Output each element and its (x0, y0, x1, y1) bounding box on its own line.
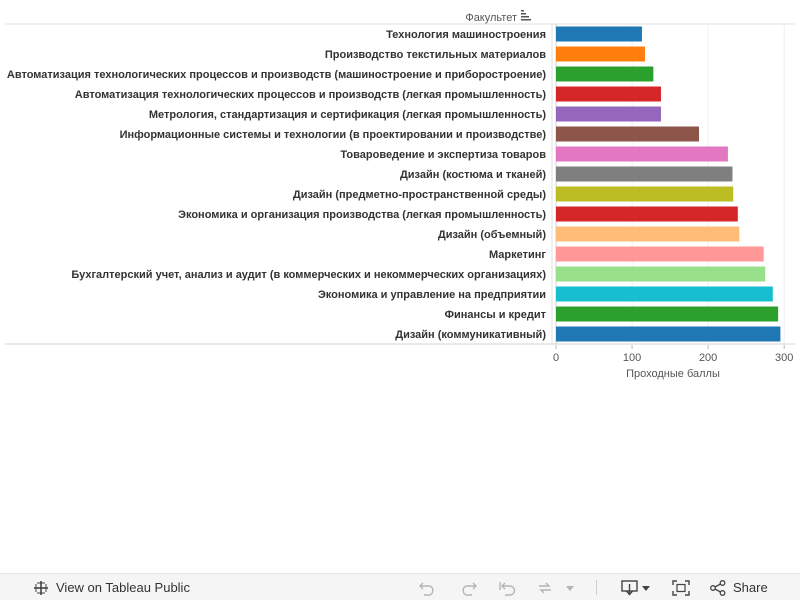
category-labels (7, 29, 547, 341)
revert-icon (499, 580, 517, 596)
revert-button[interactable] (499, 574, 517, 601)
field-header[interactable]: Факультет (465, 12, 517, 24)
x-tick-label: 300 (775, 352, 794, 364)
category-label[interactable]: Товароведение и экспертиза товаров (340, 149, 546, 161)
category-label[interactable]: Метрология, стандартизация и сертификация (легкая промышленность) (148, 109, 546, 121)
caret-down-icon (566, 580, 574, 596)
bar[interactable] (556, 107, 661, 122)
undo-button[interactable] (419, 574, 437, 601)
sort-icon[interactable] (521, 10, 531, 21)
bar[interactable] (556, 227, 739, 242)
bar[interactable] (556, 267, 765, 282)
bar[interactable] (556, 327, 780, 342)
bar[interactable] (556, 167, 732, 182)
x-axis (553, 345, 793, 364)
bar[interactable] (556, 247, 764, 262)
bar[interactable] (556, 147, 728, 162)
category-label[interactable]: Производство текстильных материалов (324, 49, 546, 61)
x-tick-label: 0 (552, 352, 560, 364)
bar[interactable] (556, 67, 653, 82)
share-label: Share (733, 580, 768, 595)
bars (556, 27, 780, 342)
bar[interactable] (556, 187, 733, 202)
bar[interactable] (556, 87, 661, 102)
category-label[interactable]: Дизайн (предметно-пространственной среды) (292, 189, 546, 201)
category-label[interactable]: Финансы и кредит (444, 309, 546, 321)
view-on-tableau-label: View on Tableau Public (56, 580, 190, 595)
download-icon (621, 580, 639, 596)
category-label[interactable]: Дизайн (костюма и тканей) (399, 169, 546, 181)
caret-down-icon (642, 580, 650, 596)
bar[interactable] (556, 207, 738, 222)
category-label[interactable]: Экономика и управление на предприятии (317, 289, 546, 301)
category-label[interactable]: Автоматизация технологических процессов и производств (легкая промышленность) (74, 89, 546, 101)
bar[interactable] (556, 27, 642, 42)
bar[interactable] (556, 47, 645, 62)
download-button[interactable] (621, 574, 639, 601)
fullscreen-icon (672, 580, 690, 596)
refresh-icon (537, 580, 553, 596)
category-label[interactable]: Дизайн (объемный) (437, 229, 546, 241)
x-tick-label: 200 (698, 352, 718, 364)
undo-icon (419, 580, 437, 596)
bar[interactable] (556, 127, 699, 142)
redo-icon (459, 580, 477, 596)
share-button[interactable] (710, 574, 768, 601)
toolbar (0, 573, 800, 600)
toolbar-separator (596, 580, 597, 595)
view-on-tableau-button[interactable] (33, 574, 190, 601)
category-label[interactable]: Технология машиностроения (386, 29, 546, 41)
tableau-logo-icon (33, 580, 49, 596)
category-label[interactable]: Бухгалтерский учет, анализ и аудит (в коммерческих и некоммерческих организациях) (71, 269, 546, 281)
category-label[interactable]: Экономика и организация производства (легкая промышленность) (178, 209, 546, 221)
bar[interactable] (556, 307, 778, 322)
refresh-dropdown-button[interactable] (566, 574, 574, 601)
download-dropdown-button[interactable] (642, 574, 650, 601)
category-label[interactable]: Информационные системы и технологии (в проектировании и производстве) (119, 129, 546, 141)
redo-button[interactable] (459, 574, 477, 601)
category-label[interactable]: Автоматизация технологических процессов и производств (машиностроение и приборостроение) (6, 69, 546, 81)
x-tick-label: 100 (622, 352, 642, 364)
refresh-button[interactable] (537, 574, 553, 601)
category-label[interactable]: Дизайн (коммуникативный) (395, 329, 546, 341)
category-label[interactable]: Маркетинг (489, 249, 546, 261)
share-icon (710, 580, 726, 596)
fullscreen-button[interactable] (672, 574, 690, 601)
bar[interactable] (556, 287, 773, 302)
x-axis-title: Проходные баллы (626, 368, 720, 380)
